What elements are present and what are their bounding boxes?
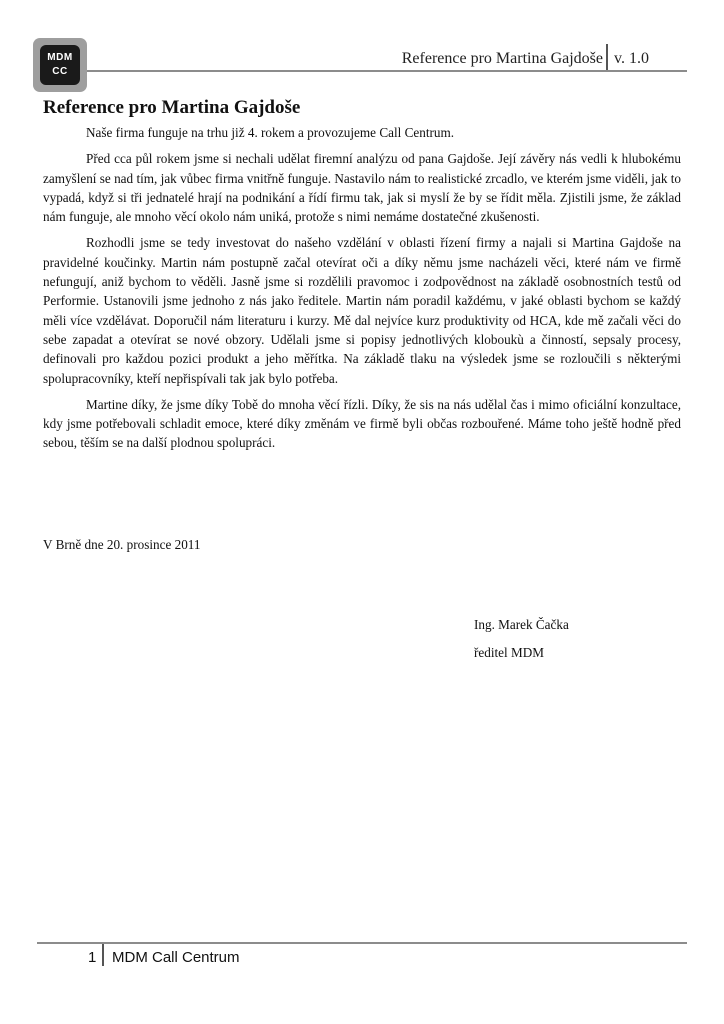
paragraph-intro: Naše firma funguje na trhu již 4. rokem a provozujeme Call Centrum.: [86, 125, 455, 140]
signature-name: Ing. Marek Čačka: [474, 617, 569, 632]
document-body: [43, 123, 681, 460]
footer-separator: [102, 944, 104, 966]
page-number: 1: [88, 949, 97, 966]
signature-role: ředitel MDM: [474, 645, 544, 660]
logo-text-mdm: MDM: [47, 52, 73, 63]
logo-badge: [40, 45, 80, 85]
paragraph-thanks: Martine díky, že jsme díky Tobě do mnoha věcí řízli. Díky, že sis na nás udělal čas i mimo oficiální konzultace, kdy jsme potřebovali schladit emoce, které díky změnám ve firmě byli občas rozbouřené. Máme toho ještě hodně před sebou, těším se na další plodnou spolupráci.: [43, 396, 681, 451]
header-separator: [606, 44, 608, 70]
header-rule: [87, 70, 687, 72]
document-title: Reference pro Martina Gajdoše: [43, 97, 301, 118]
header-version: v. 1.0: [614, 50, 649, 67]
logo-text-cc: CC: [52, 66, 68, 77]
header-title: Reference pro Martina Gajdoše: [401, 50, 603, 67]
place-date: V Brně dne 20. prosince 2011: [43, 537, 201, 552]
paragraph-analysis: Před cca půl rokem jsme si nechali udělat firemní analýzu od pana Gajdoše. Její závěry nás vedli k hlubokému zamyšlení se nad tím, jak vůbec firma vnitřně funguje. Nastavilo nám to realistické zrcadlo, ve kterém jsme viděli, jak to vypadá, když si tři jednatelé hrají na podnikání a řídí firmu tak, jak si myslí že by se řídit měla. Zjistili jsme, že základ nám funguje, ale mnoho věcí okolo nám uniká, protože s nimi nemáme dostatečné zkušenosti.: [43, 151, 681, 225]
company-logo: [33, 38, 87, 92]
paragraph-coaching: Rozhodli jsme se tedy investovat do našeho vzdělání v oblasti řízení firmy a najali si Martina Gajdoše na pravidelné koučinky. Martin nám postupně začal otevírat oči a díky němu jsme nacházeli věci, které nám ve firmě nefungují, aniž bychom to věděli. Jasně jsme si rozdělili pravomoc i zodpovědnost na základě osobnostních testů od Performie. Ustanovili jsme jednoho z nás jako ředitele. Martin nám poradil každému, v jaké oblasti bychom se každý měli více vzdělávat. Doporučil nám literaturu i kurzy. Mě dal nejvíce kurz produktivity od HCA, kde mě začali věci do sebe zapadat a otevírat se nové obzory. Udělali jsme si popisy jednotlivých kloboukù a činností, sepsaly procesy, definovali pro každou pozici produkt a jeho měřítka. Na základě tlaku na výsledek jsme se rozloučili s některými spolupracovníky, kteří nepřispívali tak jak bylo potřeba.: [43, 235, 681, 386]
footer-rule: [37, 942, 687, 944]
footer-text: MDM Call Centrum: [112, 949, 240, 966]
